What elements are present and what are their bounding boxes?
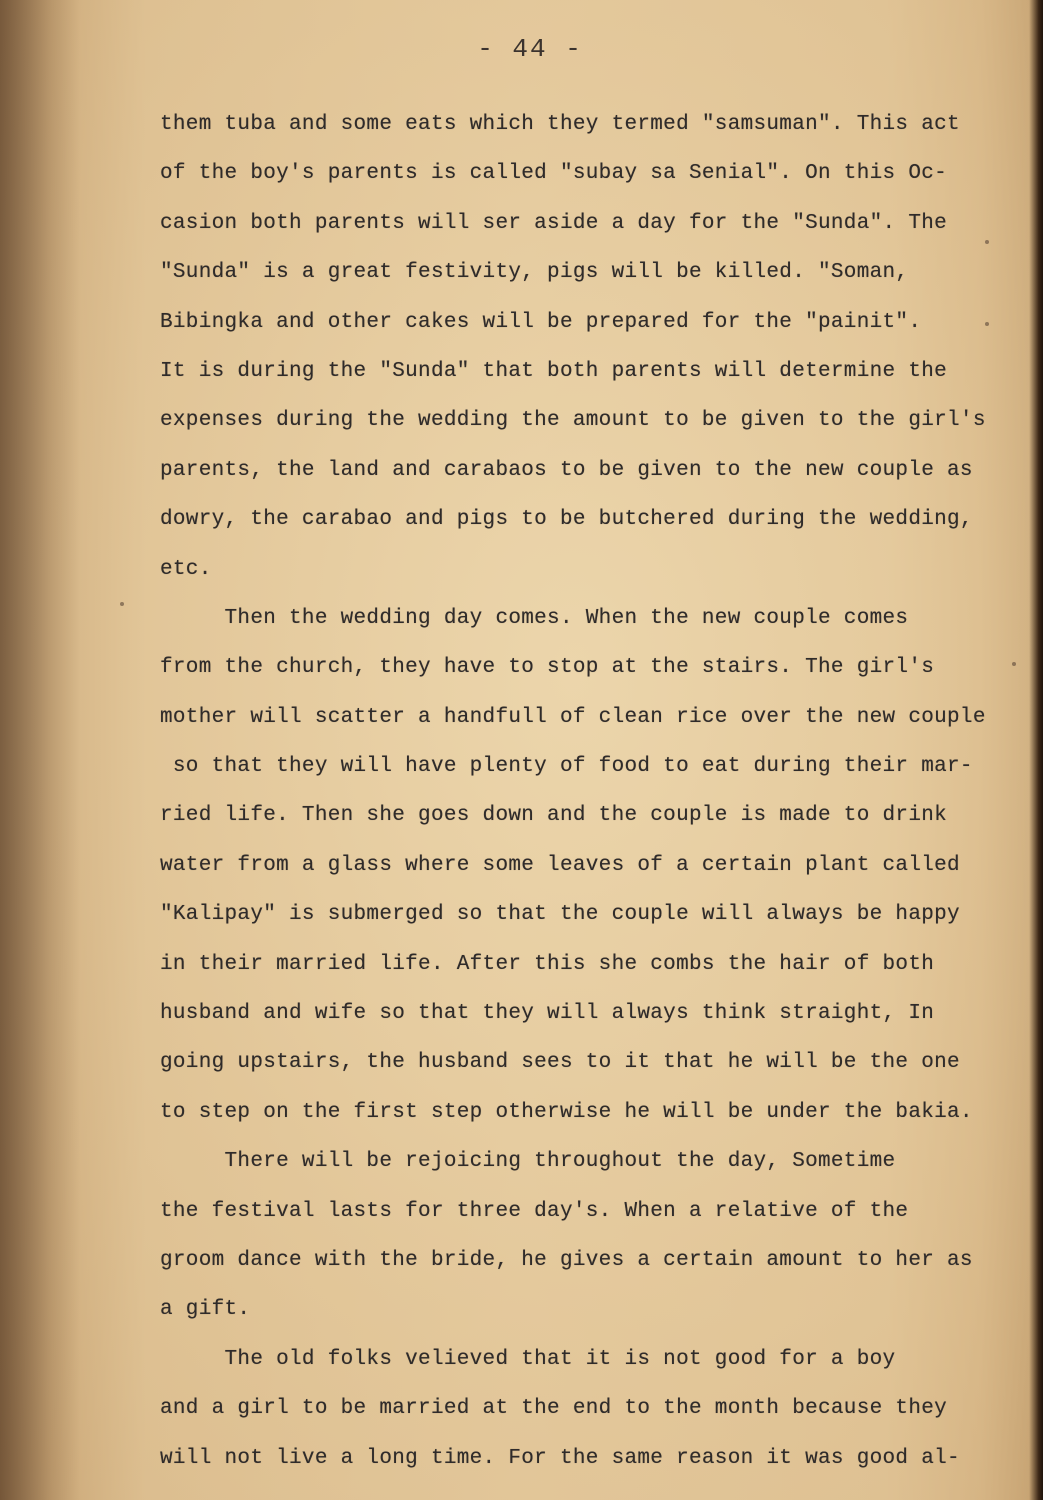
text-line: from the church, they have to stop at the stairs. The girl's [160, 656, 935, 680]
page-edge [1029, 0, 1043, 1500]
text-line: groom dance with the bride, he gives a certain amount to her as [160, 1248, 973, 1272]
text-line: "Sunda" is a great festivity, pigs will be killed. "Soman, [160, 261, 909, 285]
paper-speck [985, 322, 989, 326]
paper-speck [985, 240, 989, 244]
paragraph [160, 594, 986, 1137]
binding-shadow [0, 0, 80, 1500]
text-line: them tuba and some eats which they termed "samsuman". This act [160, 113, 960, 136]
text-line: of the boy's parents is called "subay sa Senial". On this Oc- [160, 162, 948, 186]
text-line: to step on the first step otherwise he will be under the bakia. [160, 1100, 973, 1124]
text-line: a gift. [160, 1298, 251, 1322]
text-line: casion both parents will ser aside a day for the "Sunda". The [160, 211, 948, 235]
text-line: etc. [160, 557, 212, 581]
text-line: There will be rejoicing throughout the day, Sometime [160, 1150, 896, 1174]
paragraph [160, 1335, 960, 1483]
paper-speck [1012, 662, 1016, 666]
text-line: the festival lasts for three day's. When a relative of the [160, 1199, 909, 1223]
body-text [160, 100, 986, 1483]
paper-speck [120, 602, 124, 606]
text-line: mother will scatter a handfull of clean rice over the new couple [160, 705, 986, 729]
text-line: The old folks velieved that it is not good for a boy [160, 1347, 896, 1371]
text-line: going upstairs, the husband sees to it that he will be the one [160, 1051, 960, 1075]
text-line: parents, the land and carabaos to be given to the new couple as [160, 458, 973, 482]
text-line: water from a glass where some leaves of a certain plant called [160, 853, 960, 877]
text-line: Bibingka and other cakes will be prepared for the "painit". [160, 310, 922, 334]
text-line: expenses during the wedding the amount to be given to the girl's [160, 409, 986, 433]
paragraph [160, 100, 986, 594]
text-line: dowry, the carabao and pigs to be butchered during the wedding, [160, 508, 973, 532]
text-line: will not live a long time. For the same reason it was good al- [160, 1446, 960, 1470]
text-line: so that they will have plenty of food to eat during their mar- [160, 755, 973, 779]
text-line: ried life. Then she goes down and the couple is made to drink [160, 804, 948, 828]
text-line: "Kalipay" is submerged so that the couple will always be happy [160, 903, 960, 927]
text-line: Then the wedding day comes. When the new couple comes [160, 606, 909, 630]
text-line: in their married life. After this she combs the hair of both [160, 952, 935, 976]
page-number: - 44 - [477, 34, 583, 64]
paragraph [160, 1137, 973, 1335]
text-line: husband and wife so that they will always think straight, In [160, 1002, 935, 1026]
text-line: and a girl to be married at the end to the month because they [160, 1397, 948, 1421]
text-line: It is during the "Sunda" that both parents will determine the [160, 359, 948, 383]
